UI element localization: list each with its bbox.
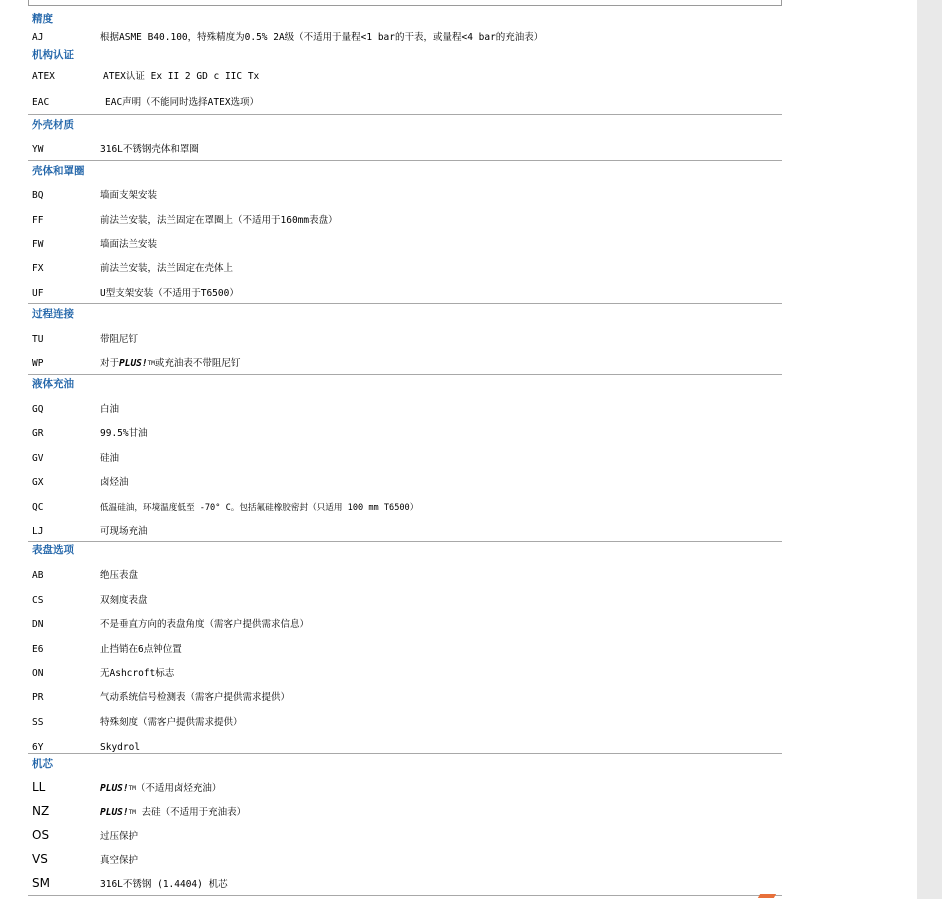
option-row xyxy=(28,738,782,758)
option-code: GV xyxy=(32,453,44,464)
option-code: GR xyxy=(32,428,44,439)
option-code: NZ xyxy=(32,804,50,818)
option-row xyxy=(28,28,782,48)
option-row xyxy=(28,93,782,113)
option-code: PR xyxy=(32,692,44,703)
divider xyxy=(28,541,782,542)
option-desc xyxy=(100,783,221,795)
section-title-case-material: 外壳材质 xyxy=(32,119,74,131)
option-row xyxy=(28,779,782,799)
section-title-certification: 机构认证 xyxy=(32,49,74,61)
divider xyxy=(28,114,782,115)
option-code: WP xyxy=(32,358,44,369)
desc-suffix: 去硅（不适用于充油表） xyxy=(135,807,247,818)
option-code: ON xyxy=(32,668,44,679)
option-row xyxy=(28,211,782,231)
option-row xyxy=(28,330,782,350)
option-code: AJ xyxy=(32,32,44,43)
section-title-movement: 机芯 xyxy=(32,758,53,770)
option-row xyxy=(28,235,782,255)
option-code: OS xyxy=(32,828,50,842)
option-desc xyxy=(100,358,240,370)
option-row xyxy=(28,827,782,847)
option-desc: 99.5%甘油 xyxy=(100,428,148,439)
option-desc: U型支架安装（不适用于T6500） xyxy=(100,288,239,299)
option-row xyxy=(28,449,782,469)
option-code: BQ xyxy=(32,190,44,201)
option-desc: 止挡销在6点钟位置 xyxy=(100,644,182,655)
option-row xyxy=(28,688,782,708)
option-code: FX xyxy=(32,263,44,274)
option-row xyxy=(28,284,782,304)
option-row xyxy=(28,851,782,871)
option-code: LJ xyxy=(32,526,44,537)
divider xyxy=(28,303,782,304)
option-desc: 低温硅油，环境温度低至 -70° C。包括氟硅橡胶密封（只适用 100 mm T6500） xyxy=(100,503,419,513)
trademark: TM xyxy=(128,809,136,816)
option-code: TU xyxy=(32,334,44,345)
divider xyxy=(28,753,782,754)
option-row xyxy=(28,615,782,635)
option-desc: 绝压表盘 xyxy=(100,570,139,581)
divider xyxy=(28,374,782,375)
option-desc: 316L不锈钢壳体和罩圈 xyxy=(100,144,199,155)
option-code: GQ xyxy=(32,404,44,415)
option-row xyxy=(28,354,782,374)
option-desc: 墙面支架安装 xyxy=(100,190,158,201)
option-desc: EAC声明（不能同时选择ATEX选项） xyxy=(105,97,260,108)
option-row xyxy=(28,664,782,684)
option-code: FF xyxy=(32,215,44,226)
desc-suffix: （不适用卤烃充油） xyxy=(135,783,222,794)
desc-prefix: 对于 xyxy=(100,358,120,369)
option-code: VS xyxy=(32,852,48,866)
option-row xyxy=(28,713,782,733)
option-desc: 根据ASME B40.100，特殊精度为0.5% 2A级（不适用于量程<1 bar的干表，或量程<4 bar的充油表） xyxy=(100,32,544,43)
option-desc: 墙面法兰安装 xyxy=(100,239,158,250)
option-desc: 316L不锈钢 (1.4404) 机芯 xyxy=(100,879,228,890)
option-code: 6Y xyxy=(32,742,44,753)
section-title-case-ring: 壳体和罩圈 xyxy=(32,165,85,177)
option-code: SS xyxy=(32,717,44,728)
option-desc: 特殊刻度（需客户提供需求提供） xyxy=(100,717,243,728)
option-code: QC xyxy=(32,502,44,513)
option-row xyxy=(28,186,782,206)
option-desc: 带阻尼钉 xyxy=(100,334,139,345)
option-desc: ATEX认证 Ex II 2 GD c IIC Tx xyxy=(103,71,260,82)
trademark: TM xyxy=(128,785,136,792)
option-code: ATEX xyxy=(32,71,55,82)
option-desc: 硅油 xyxy=(100,453,120,464)
option-desc: 无Ashcroft标志 xyxy=(100,668,175,679)
option-code: CS xyxy=(32,595,44,606)
option-desc: 可现场充油 xyxy=(100,526,148,537)
option-code: GX xyxy=(32,477,44,488)
option-row xyxy=(28,875,782,895)
option-row xyxy=(28,591,782,611)
option-code: YW xyxy=(32,144,44,155)
option-row xyxy=(28,803,782,823)
option-row xyxy=(28,259,782,279)
option-desc: 前法兰安装，法兰固定在壳体上 xyxy=(100,263,234,274)
option-code: FW xyxy=(32,239,44,250)
option-code: E6 xyxy=(32,644,44,655)
option-desc: 前法兰安装，法兰固定在罩圈上（不适用于160mm表盘） xyxy=(100,215,338,226)
option-desc: Skydrol xyxy=(100,742,141,753)
option-code: DN xyxy=(32,619,44,630)
right-margin-panel xyxy=(917,0,942,899)
option-desc xyxy=(100,807,246,819)
option-code: EAC xyxy=(32,97,50,108)
option-desc: 卤烃油 xyxy=(100,477,129,488)
option-desc: 过压保护 xyxy=(100,831,139,842)
trademark: TM xyxy=(147,360,155,367)
plus-brand: PLUS! xyxy=(100,807,129,818)
divider xyxy=(28,895,782,896)
divider xyxy=(28,160,782,161)
option-code: UF xyxy=(32,288,44,299)
option-row xyxy=(28,640,782,660)
option-row xyxy=(28,522,782,542)
option-row xyxy=(28,498,782,518)
section-title-dial-options: 表盘选项 xyxy=(32,544,74,556)
plus-brand: PLUS! xyxy=(100,783,129,794)
section-title-accuracy: 精度 xyxy=(32,13,53,25)
option-row xyxy=(28,400,782,420)
option-code: SM xyxy=(32,876,50,890)
option-desc: 白油 xyxy=(100,404,120,415)
plus-brand: PLUS! xyxy=(119,358,148,369)
section-title-process-connection: 过程连接 xyxy=(32,308,74,320)
table-top-border xyxy=(28,0,782,6)
option-desc: 气动系统信号检测表（需客户提供需求提供） xyxy=(100,692,291,703)
option-row xyxy=(28,67,782,87)
desc-suffix: 或充油表不带阻尼钉 xyxy=(154,358,241,369)
option-row xyxy=(28,140,782,160)
option-desc: 不是垂直方向的表盘角度（需客户提供需求信息） xyxy=(100,619,310,630)
option-desc: 真空保护 xyxy=(100,855,139,866)
option-row xyxy=(28,473,782,493)
section-title-liquid-fill: 液体充油 xyxy=(32,378,74,390)
option-code: LL xyxy=(32,780,46,794)
page-corner-mark xyxy=(758,894,776,898)
option-desc: 双刻度表盘 xyxy=(100,595,148,606)
option-row xyxy=(28,566,782,586)
option-row xyxy=(28,424,782,444)
options-table xyxy=(28,0,782,899)
option-code: AB xyxy=(32,570,44,581)
